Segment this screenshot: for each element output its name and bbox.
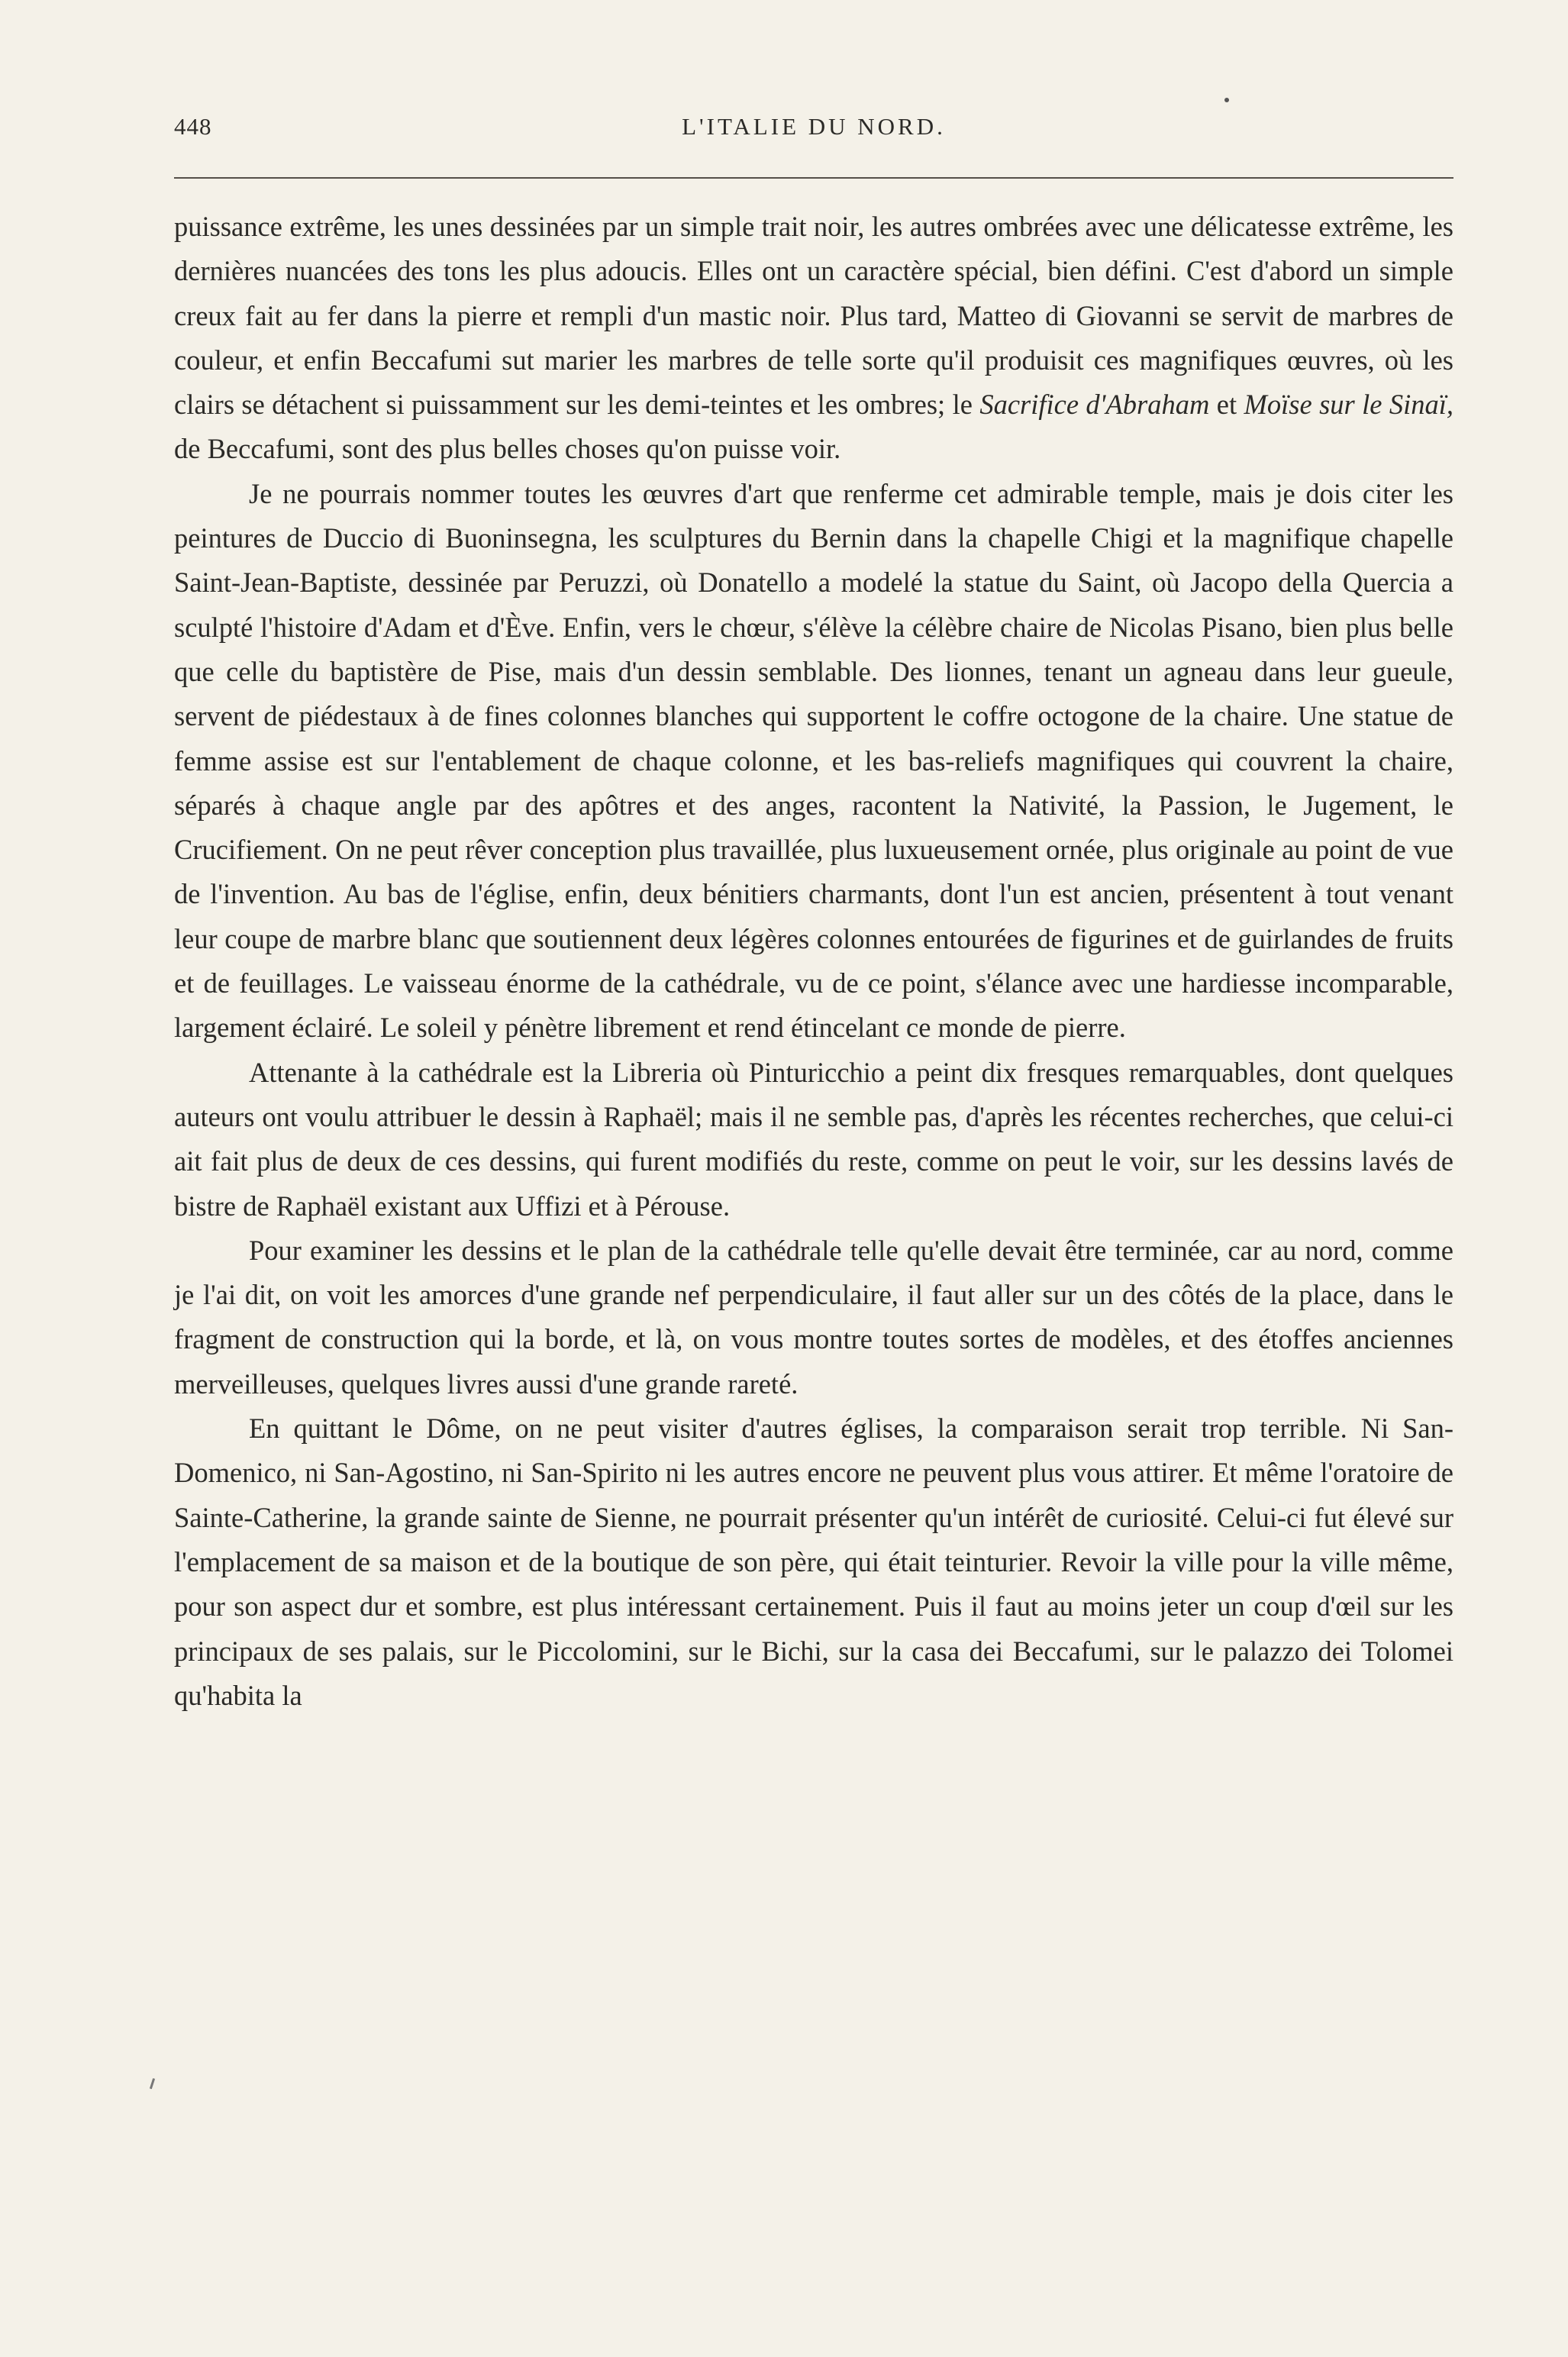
print-speck <box>1224 98 1229 102</box>
margin-mark <box>150 2078 155 2089</box>
paragraph-3-text: Attenante à la cathédrale est la Libreria où Pinturicchio a peint dix fresques remarquables, dont quelques auteurs ont voulu attribuer le dessin à Raphaël; mais il ne semble pas, d'après les récentes recherches, que celui-ci ait fait plus de deux de ces dessins, qui furent modifiés du reste, comme on peut le voir, sur les dessins lavés de bistre de Raphaël existant aux Uffizi et à Pérouse. <box>174 1056 1453 1222</box>
running-head <box>174 107 1453 153</box>
paragraph-4 <box>174 1229 1453 1406</box>
paragraph-2-text: Je ne pourrais nommer toutes les œuvres d'art que renferme cet admirable temple, mais je dois citer les peintures de Duccio di Buoninsegna, les sculptures du Bernin dans la chapelle Chigi et la magnifique chapelle Saint-Jean-Baptiste, dessinée par Peruzzi, où Donatello a modelé la statue du Saint, où Jacopo della Quercia a sculpté l'histoire d'Adam et d'Ève. Enfin, vers le chœur, s'élève la célèbre chaire de Nicolas Pisano, bien plus belle que celle du baptistère de Pise, mais d'un dessin semblable. Des lionnes, tenant un agneau dans leur gueule, servent de piédestaux à de fines colonnes blanches qui supportent le coffre octogone de la chaire. Une statue de femme assise est sur l'entablement de chaque colonne, et les bas-reliefs magnifiques qui couvrent la chaire, séparés à chaque angle par des apôtres et des anges, racontent la Nativité, la Passion, le Jugement, le Crucifiement. On ne peut rêver conception plus travaillée, plus luxueusement ornée, plus originale au point de vue de l'invention. Au bas de l'église, enfin, deux bénitiers charmants, dont l'un est ancien, présentent à tout venant leur coupe de marbre blanc que soutiennent deux légères colonnes entourées de figurines et de guirlandes de fruits et de feuillages. Le vaisseau énorme de la cathédrale, vu de ce point, s'élance avec une hardiesse incomparable, largement éclairé. Le soleil y pénètre librement et rend étincelant ce monde de pierre. <box>174 477 1453 1044</box>
paragraph-4-text: Pour examiner les dessins et le plan de la cathédrale telle qu'elle devait être terminée, car au nord, comme je l'ai dit, on voit les amorces d'une grande nef perpendiculaire, il faut aller sur un des côtés de la place, dans le fragment de construction qui la borde, et là, on vous montre toutes sortes de modèles, et des étoffes anciennes merveilleuses, quelques livres aussi d'une grande rareté. <box>174 1234 1453 1400</box>
paragraph-2 <box>174 472 1453 1051</box>
artwork-title-sacrifice: Sacrifice d'Abraham <box>979 389 1210 421</box>
paragraph-1-text-c: de Beccafumi, sont des plus belles choses qu'on puisse voir. <box>174 433 841 465</box>
body-text <box>174 205 1453 1718</box>
header-rule <box>174 177 1453 179</box>
page-number: 448 <box>174 113 212 140</box>
paragraph-1-text-a: puissance extrême, les unes dessinées par un simple trait noir, les autres ombrées avec une délicatesse extrême, les dernières nuancées des tons les plus adoucis. Elles ont un caractère spécial, bien défini. C'est d'abord un simple creux fait au fer dans la pierre et rempli d'un mastic noir. Plus tard, Matteo di Giovanni se servit de marbres de couleur, et enfin Beccafumi sut marier les marbres de telle sorte qu'il produisit ces magnifiques œuvres, où les clairs se détachent si puissamment sur les demi-teintes et les ombres; le <box>174 211 1453 421</box>
paragraph-1 <box>174 205 1453 472</box>
running-title: L'ITALIE DU NORD. <box>682 113 946 140</box>
artwork-title-moise: Moïse sur le Sinaï, <box>1244 389 1454 421</box>
paragraph-3 <box>174 1051 1453 1229</box>
paragraph-1-text-b: et <box>1209 389 1244 421</box>
paragraph-5 <box>174 1406 1453 1718</box>
paragraph-5-text: En quittant le Dôme, on ne peut visiter d'autres églises, la comparaison serait trop terrible. Ni San-Domenico, ni San-Agostino, ni San-Spirito ni les autres encore ne peuvent plus vous attirer. Et même l'oratoire de Sainte-Catherine, la grande sainte de Sienne, ne pourrait présenter qu'un intérêt de curiosité. Celui-ci fut élevé sur l'emplacement de sa maison et de la boutique de son père, qui était teinturier. Revoir la ville pour la ville même, pour son aspect dur et sombre, est plus intéressant certainement. Puis il faut au moins jeter un coup d'œil sur les principaux de ses palais, sur le Piccolomini, sur le Bichi, sur la casa dei Beccafumi, sur le palazzo dei Tolomei qu'habita la <box>174 1413 1453 1711</box>
